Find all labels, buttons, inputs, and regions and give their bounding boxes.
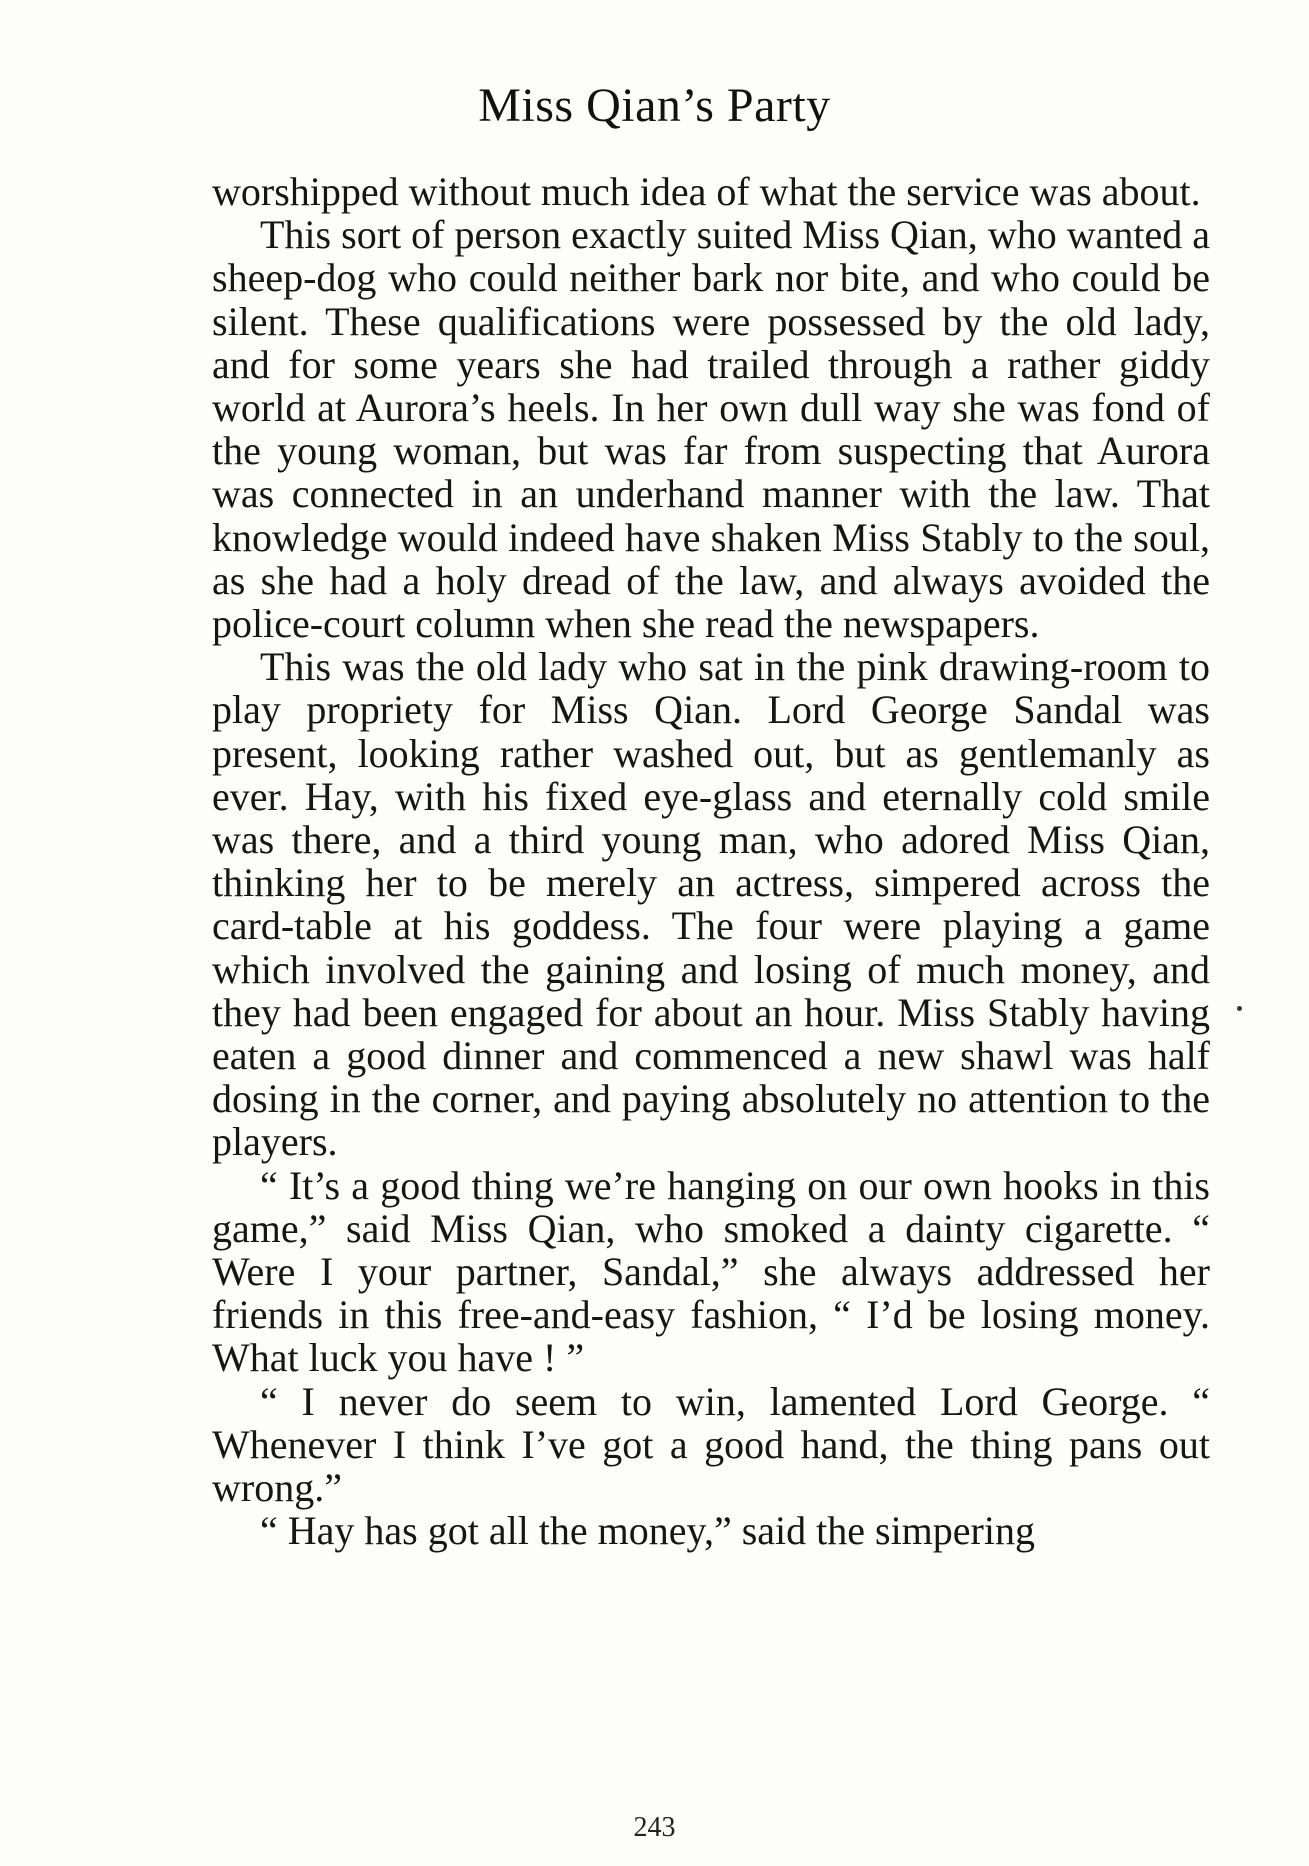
- paragraph-dialogue: “ Hay has got all the money,” said the simpering: [260, 1508, 1035, 1554]
- paragraph: This sort of person exactly suited Miss Qian, who wanted a sheep-dog who could neither bark nor bite, and who could be silent. These qualifications were possessed by the old lady, and for some years she had trailed through a rather giddy world at Aurora’s heels. In her own dull way she was fond of the young woman, but was far from suspecting that Aurora was connected in an underhand manner with the law. That knowledge would indeed have shaken Miss Stably to the soul, as she had a holy dread of the law, and always avoided the police-court column when she read the newspapers.: [212, 212, 1210, 647]
- body-text: [212, 170, 1210, 1553]
- paragraph-dialogue: “ It’s a good thing we’re hanging on our own hooks in this game,” said Miss Qian, who smoked a dainty cigarette. “ Were I your partner, Sandal,” she always addressed her friends in this free-and-easy fashion, “ I’d be losing money. What luck you have ! ”: [212, 1162, 1210, 1381]
- running-head-title: Miss Qian’s Party: [478, 79, 831, 132]
- page-number: 243: [633, 1812, 676, 1843]
- paragraph-dialogue: “ I never do seem to win, lamented Lord George. “ Whenever I think I’ve got a good hand, the thing pans out wrong.”: [212, 1378, 1210, 1511]
- paragraph-continuation: worshipped without much idea of what the service was about.: [212, 169, 1201, 214]
- paragraph: This was the old lady who sat in the pink drawing-room to play propriety for Miss Qian. Lord George Sandal was present, looking rather washed out, but as gentlemanly as ever. Hay, with his fixed eye-glass and eternally cold smile was there, and a third young man, who adored Miss Qian, thinking her to be merely an actress, simpered across the card-table at his goddess. The four were playing a game which involved the gaining and losing of much money, and they had been engaged for about an hour. Miss Stably having eaten a good dinner and commenced a new shawl was half dosing in the corner, and paying absolutely no attention to the players.: [212, 644, 1210, 1165]
- print-speck: [1237, 1006, 1242, 1011]
